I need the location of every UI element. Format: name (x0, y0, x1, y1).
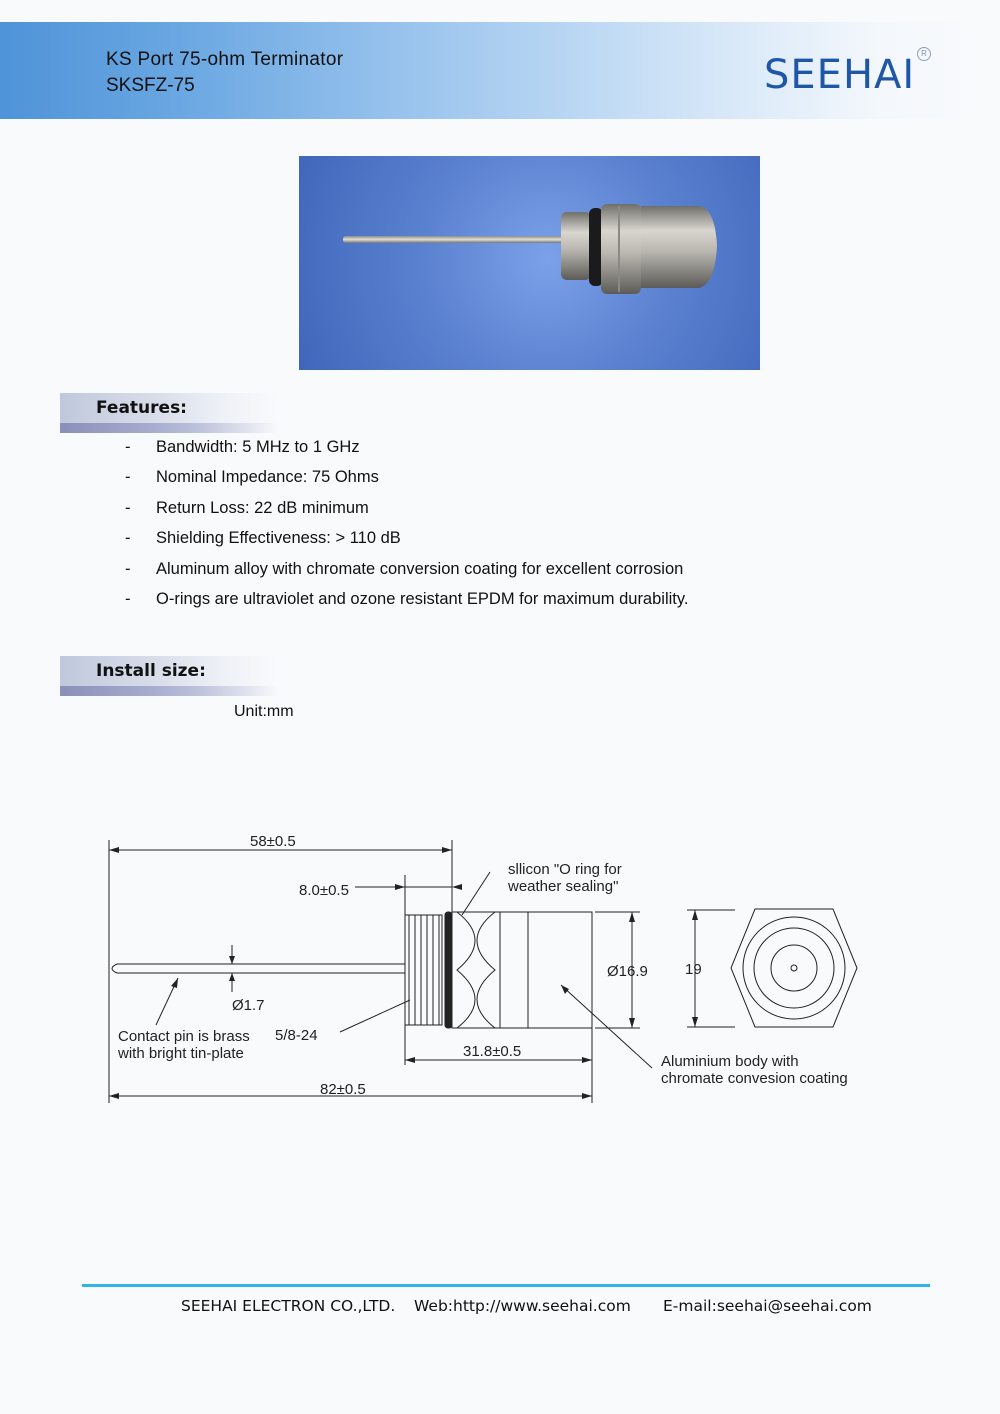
dim-82: 82±0.5 (320, 1081, 366, 1098)
header-banner (0, 22, 1000, 119)
list-item: - Bandwidth: 5 MHz to 1 GHz (125, 438, 360, 456)
list-item: - O-rings are ultraviolet and ozone resistant EPDM for maximum durability. (125, 589, 689, 608)
dim-8: 8.0±0.5 (299, 882, 349, 899)
product-model: SKSFZ-75 (106, 75, 195, 96)
body-note-1: Aluminium body with (661, 1053, 799, 1070)
list-item: - Return Loss: 22 dB minimum (125, 498, 369, 517)
features-list (125, 438, 688, 620)
thread-spec: 5/8-24 (275, 1027, 318, 1044)
list-item: - Aluminum alloy with chromate conversion coating for excellent corrosion (125, 559, 684, 578)
oring-note-1: sllicon "O ring for (508, 861, 622, 878)
dim-31-8: 31.8±0.5 (463, 1043, 522, 1060)
footer-company: SEEHAI ELECTRON CO.,LTD. (181, 1297, 396, 1315)
list-item: - Shielding Effectiveness: > 110 dB (125, 529, 401, 548)
terminator-product-photo-icon (299, 156, 760, 370)
product-title: KS Port 75-ohm Terminator (106, 49, 344, 70)
features-heading: Features: (96, 398, 187, 418)
oring-note-2: weather sealing" (508, 878, 619, 895)
pin-note-1: Contact pin is brass (118, 1028, 250, 1045)
install-heading: Install size: (96, 661, 206, 681)
footer-email: E-mail:seehai@seehai.com (663, 1297, 872, 1315)
footer-web: Web:http://www.seehai.com (414, 1297, 631, 1315)
dim-dia-16-9: Ø16.9 (607, 963, 648, 980)
install-heading-bar (60, 656, 278, 696)
company-logo: SEEHAI (764, 52, 916, 98)
body-note-2: chromate convesion coating (661, 1070, 848, 1087)
list-item: - Nominal Impedance: 75 Ohms (125, 468, 379, 487)
footer-divider (82, 1284, 930, 1287)
dim-19: 19 (685, 961, 702, 978)
dim-dia-1-7: Ø1.7 (232, 997, 265, 1014)
install-size-drawing (95, 820, 885, 1120)
registered-mark: R (917, 47, 931, 61)
unit-label: Unit:mm (234, 703, 294, 720)
pin-note-2: with bright tin-plate (118, 1045, 244, 1062)
features-heading-bar (60, 393, 278, 433)
dim-58: 58±0.5 (250, 833, 296, 850)
product-photo (299, 156, 760, 370)
